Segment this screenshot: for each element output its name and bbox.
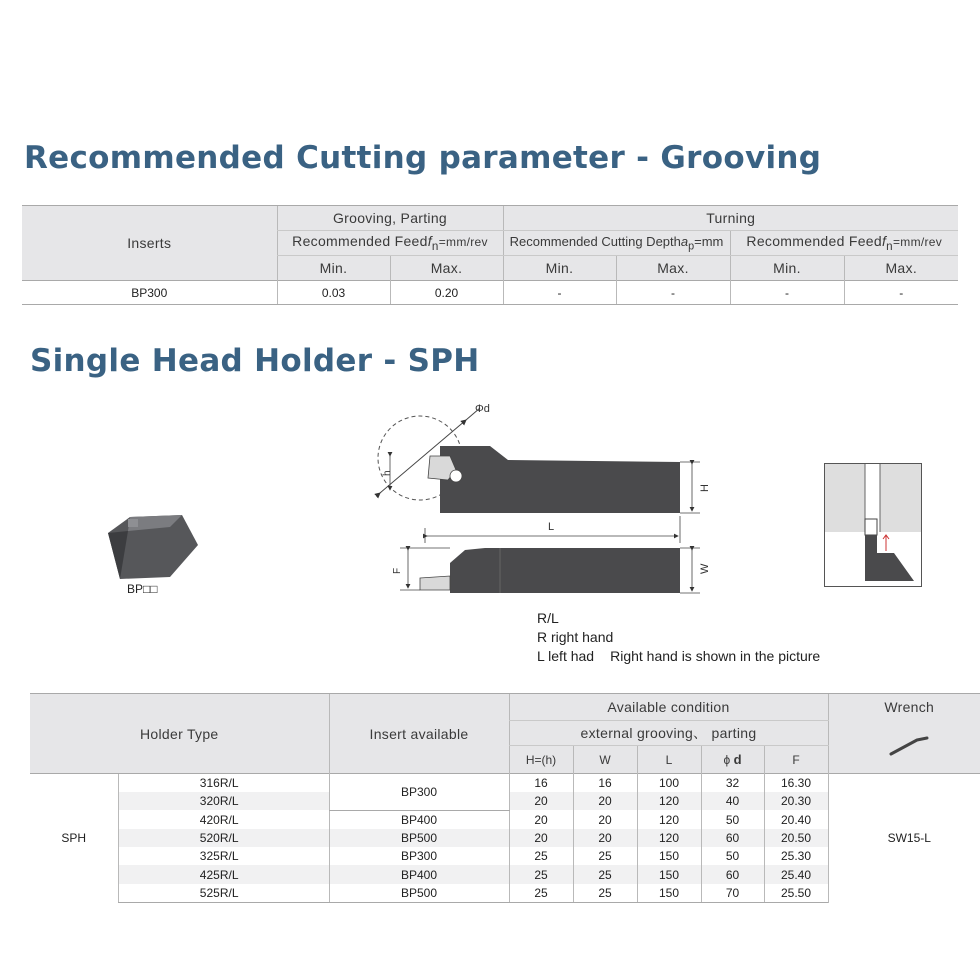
gp-min-header: Min. <box>277 256 390 281</box>
note-left-hand: L left had Right hand is shown in the picture <box>537 648 821 664</box>
note-right-hand: R right hand <box>537 629 614 645</box>
label-H: H <box>699 484 711 492</box>
h-cell: 25 <box>509 847 573 865</box>
insert-cell: BP400 <box>329 865 509 883</box>
f-cell: 25.50 <box>764 884 828 903</box>
wrench-icon-cell <box>828 721 980 774</box>
w-cell: 20 <box>573 792 637 810</box>
h-cell: 25 <box>509 884 573 903</box>
holder-table <box>30 693 980 903</box>
insert-cell: BP500 <box>329 884 509 903</box>
insert-caption: BP□□ <box>127 582 158 596</box>
label-h-small: h <box>382 470 393 476</box>
depth-min-header: Min. <box>503 256 616 281</box>
gp-max-header: Max. <box>390 256 503 281</box>
l-cell: 120 <box>637 792 701 810</box>
h-cell: 25 <box>509 865 573 883</box>
holder-type-cell: 525R/L <box>118 884 329 903</box>
label-F: F <box>392 567 403 574</box>
d-cell: 60 <box>701 829 764 847</box>
f-cell: 25.40 <box>764 865 828 883</box>
l-cell: 150 <box>637 865 701 883</box>
insert-cell: BP300 <box>329 774 509 811</box>
holder-type-cell: 320R/L <box>118 792 329 810</box>
w-cell: 25 <box>573 884 637 903</box>
wrench-cell: SW15-L <box>828 774 980 903</box>
note-rl: R/L <box>537 610 559 626</box>
inserts-header: Inserts <box>22 206 277 281</box>
f-cell: 16.30 <box>764 774 828 793</box>
label-W: W <box>699 563 711 574</box>
l-cell: 120 <box>637 810 701 829</box>
col-phid: ϕ d <box>701 746 764 774</box>
h-cell: 20 <box>509 810 573 829</box>
wrench-header: Wrench <box>828 694 980 721</box>
turning-header: Turning <box>503 206 958 231</box>
tfeed-min-cell: - <box>730 281 844 305</box>
gp-feed-header: Recommended Feedf$_n$=mm/rev <box>277 231 503 256</box>
w-cell: 20 <box>573 829 637 847</box>
h-cell: 20 <box>509 829 573 847</box>
depth-max-cell: - <box>616 281 730 305</box>
d-cell: 50 <box>701 847 764 865</box>
tfeed-max-header: Max. <box>844 256 958 281</box>
f-cell: 20.40 <box>764 810 828 829</box>
holder-drawing <box>370 398 720 603</box>
holder-type-cell: 425R/L <box>118 865 329 883</box>
l-cell: 100 <box>637 774 701 793</box>
col-f: F <box>764 746 828 774</box>
tfeed-min-header: Min. <box>730 256 844 281</box>
insert-cell: BP500 <box>329 829 509 847</box>
turning-feed-header: Recommended Feedf$_n$=mm/rev <box>730 231 958 256</box>
group-cell: SPH <box>30 774 118 903</box>
tfeed-max-cell: - <box>844 281 958 305</box>
section-title-grooving: Recommended Cutting parameter - Grooving <box>24 140 822 176</box>
insert-image <box>100 505 205 585</box>
f-cell: 20.30 <box>764 792 828 810</box>
d-cell: 40 <box>701 792 764 810</box>
w-cell: 16 <box>573 774 637 793</box>
section-title-sph: Single Head Holder - SPH <box>30 343 480 379</box>
external-grooving-header: external grooving、 parting <box>509 721 828 746</box>
gp-min-cell: 0.03 <box>277 281 390 305</box>
d-cell: 60 <box>701 865 764 883</box>
holder-type-header: Holder Type <box>30 694 329 774</box>
holder-type-cell: 420R/L <box>118 810 329 829</box>
cutting-parameter-table <box>22 205 958 305</box>
holder-type-cell: 325R/L <box>118 847 329 865</box>
h-cell: 16 <box>509 774 573 793</box>
col-h: H=(h) <box>509 746 573 774</box>
d-cell: 32 <box>701 774 764 793</box>
application-sketch <box>824 463 922 587</box>
d-cell: 70 <box>701 884 764 903</box>
l-cell: 150 <box>637 847 701 865</box>
w-cell: 20 <box>573 810 637 829</box>
w-cell: 25 <box>573 847 637 865</box>
depth-header: Recommended Cutting Deptha$_p$=mm <box>503 231 730 256</box>
insert-cell: BP400 <box>329 810 509 829</box>
col-w: W <box>573 746 637 774</box>
label-L: L <box>548 521 555 533</box>
f-cell: 20.50 <box>764 829 828 847</box>
holder-type-cell: 316R/L <box>118 774 329 793</box>
depth-max-header: Max. <box>616 256 730 281</box>
grooving-parting-header: Grooving, Parting <box>277 206 503 231</box>
label-phi-d: Φd <box>475 403 490 415</box>
wrench-icon <box>887 732 931 758</box>
col-l: L <box>637 746 701 774</box>
insert-available-header: Insert available <box>329 694 509 774</box>
depth-min-cell: - <box>503 281 616 305</box>
w-cell: 25 <box>573 865 637 883</box>
h-cell: 20 <box>509 792 573 810</box>
insert-cell: BP300 <box>22 281 277 305</box>
f-cell: 25.30 <box>764 847 828 865</box>
gp-max-cell: 0.20 <box>390 281 503 305</box>
l-cell: 150 <box>637 884 701 903</box>
l-cell: 120 <box>637 829 701 847</box>
d-cell: 50 <box>701 810 764 829</box>
insert-cell: BP300 <box>329 847 509 865</box>
holder-type-cell: 520R/L <box>118 829 329 847</box>
available-condition-header: Available condition <box>509 694 828 721</box>
